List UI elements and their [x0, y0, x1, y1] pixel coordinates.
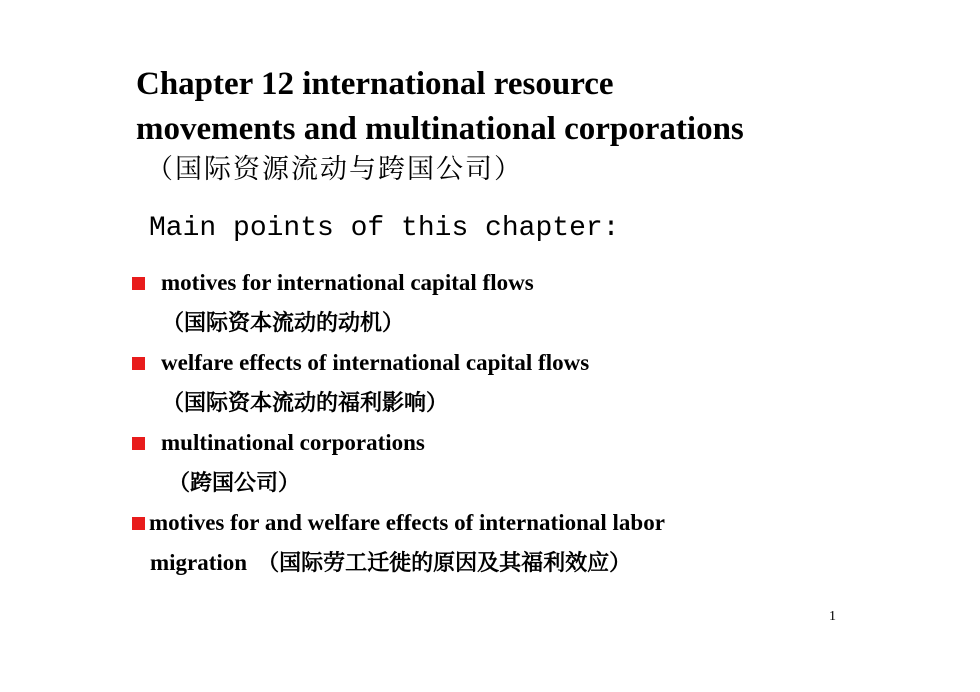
title-line-2: movements and multinational corporations [136, 111, 744, 147]
page-number: 1 [829, 609, 836, 624]
bullet-text: multinational corporations [161, 430, 425, 455]
red-square-bullet-icon [132, 517, 145, 530]
bullet-text: motives for and welfare effects of international labor [149, 510, 665, 535]
bullet-item [132, 344, 892, 424]
main-points-heading: Main points of this chapter: [149, 213, 620, 244]
red-square-bullet-icon [132, 437, 145, 450]
bullet-item [132, 504, 892, 584]
bullet-text: motives for international capital flows [161, 270, 534, 295]
slide-title [136, 62, 744, 152]
bullet-text: welfare effects of international capital flows [161, 350, 590, 375]
bullet-item [132, 424, 892, 504]
slide-title-chinese: （国际资源流动与跨国公司） [146, 154, 523, 185]
bullet-text-continuation: migration [150, 550, 248, 575]
bullet-continuation [132, 542, 892, 584]
bullet-list [132, 264, 892, 584]
bullet-translation: （国际劳工迁徙的原因及其福利效应） [257, 550, 632, 576]
bullet-translation: （跨国公司） [168, 470, 301, 496]
red-square-bullet-icon [132, 277, 145, 290]
title-line-1: Chapter 12 international resource [136, 66, 614, 102]
bullet-translation: （国际资本流动的福利影响） [162, 390, 449, 416]
bullet-translation: （国际资本流动的动机） [162, 310, 405, 336]
red-square-bullet-icon [132, 357, 145, 370]
bullet-item [132, 264, 892, 344]
